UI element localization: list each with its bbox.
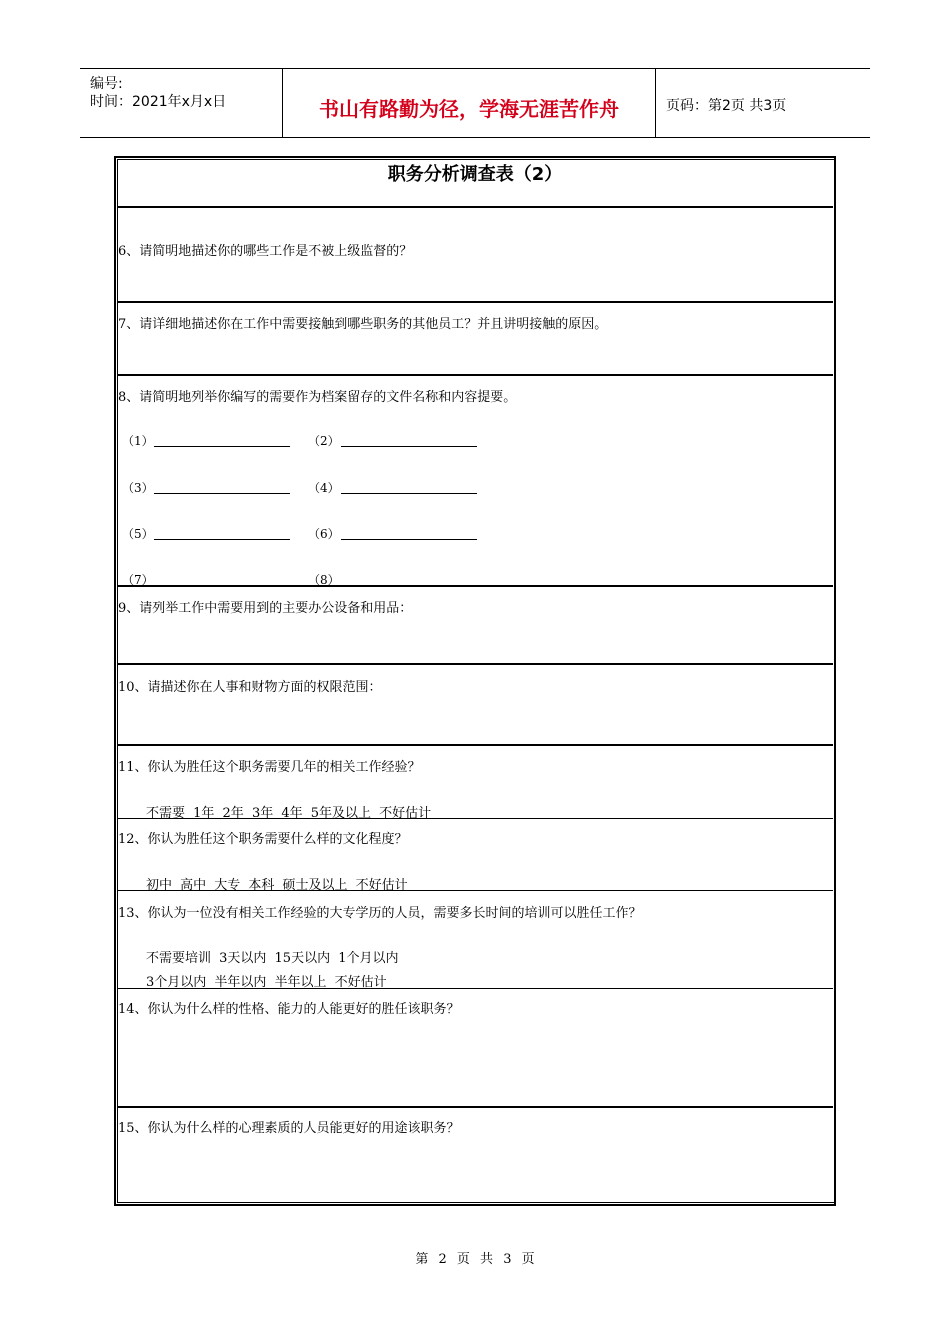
q13-options-line1: 不需要培训 3天以内 15天以内 1个月以内 — [146, 951, 399, 966]
blank-label-2: （2） — [308, 434, 340, 448]
header-motto-cell — [283, 69, 656, 137]
question-8: 8、请简明地列举你编写的需要作为档案留存的文件名称和内容提要。 — [118, 390, 517, 405]
q13-options-line2: 3个月以内 半年以内 半年以上 不好估计 — [146, 975, 387, 990]
question-10: 10、请描述你在人事和财物方面的权限范围： — [118, 680, 382, 695]
q12-options: 初中 高中 大专 本科 硕士及以上 不好估计 — [146, 878, 408, 893]
blank-label-8: （8） — [308, 573, 340, 587]
blank-label-4: （4） — [308, 481, 340, 495]
blank-line-6[interactable] — [341, 539, 477, 540]
code-label: 编号: — [90, 76, 123, 92]
blank-line-7[interactable] — [154, 585, 290, 586]
question-14: 14、你认为什么样的性格、能力的人能更好的胜任该职务？ — [118, 1002, 460, 1017]
question-13: 13、你认为一位没有相关工作经验的大专学历的人员，需要多长时间的培训可以胜任工作？ — [118, 906, 642, 921]
divider-q10 — [117, 744, 833, 746]
blank-label-7: （7） — [122, 573, 154, 587]
blank-line-1[interactable] — [154, 446, 290, 447]
page-footer: 第 2 页 共 3 页 — [415, 1252, 535, 1267]
question-15: 15、你认为什么样的心理素质的人员能更好的用途该职务？ — [118, 1121, 460, 1136]
blank-line-4[interactable] — [341, 493, 477, 494]
blank-label-3: （3） — [122, 481, 154, 495]
page-number-label: 页码：第2页 共3页 — [666, 98, 787, 114]
question-11: 11、你认为胜任这个职务需要几年的相关工作经验？ — [118, 760, 421, 775]
question-6: 6、请简明地描述你的哪些工作是不被上级监督的？ — [118, 244, 413, 259]
header-meta-cell — [80, 69, 283, 137]
question-7: 7、请详细地描述你在工作中需要接触到哪些职务的其他员工？并且讲明接触的原因。 — [118, 317, 608, 332]
blank-line-5[interactable] — [154, 539, 290, 540]
q11-options: 不需要 1年 2年 3年 4年 5年及以上 不好估计 — [146, 806, 432, 821]
divider-q9 — [117, 663, 833, 665]
question-9: 9、请列举工作中需要用到的主要办公设备和用品： — [118, 601, 413, 616]
divider-q14 — [117, 1106, 833, 1108]
divider-q7 — [117, 374, 833, 376]
blank-line-3[interactable] — [154, 493, 290, 494]
time-label: 时间：2021年x月x日 — [90, 94, 227, 110]
motto-text: 书山有路勤为径，学海无涯苦作舟 — [319, 97, 619, 121]
blank-line-8[interactable] — [341, 585, 477, 586]
blank-label-5: （5） — [122, 527, 154, 541]
question-12: 12、你认为胜任这个职务需要什么样的文化程度？ — [118, 832, 408, 847]
form-title: 职务分析调查表（2） — [387, 164, 563, 185]
divider-title — [117, 206, 833, 208]
header-page-cell — [656, 69, 870, 137]
blank-line-2[interactable] — [341, 446, 477, 447]
divider-q6 — [117, 301, 833, 303]
blank-label-1: （1） — [122, 434, 154, 448]
blank-label-6: （6） — [308, 527, 340, 541]
document-header — [80, 68, 870, 138]
